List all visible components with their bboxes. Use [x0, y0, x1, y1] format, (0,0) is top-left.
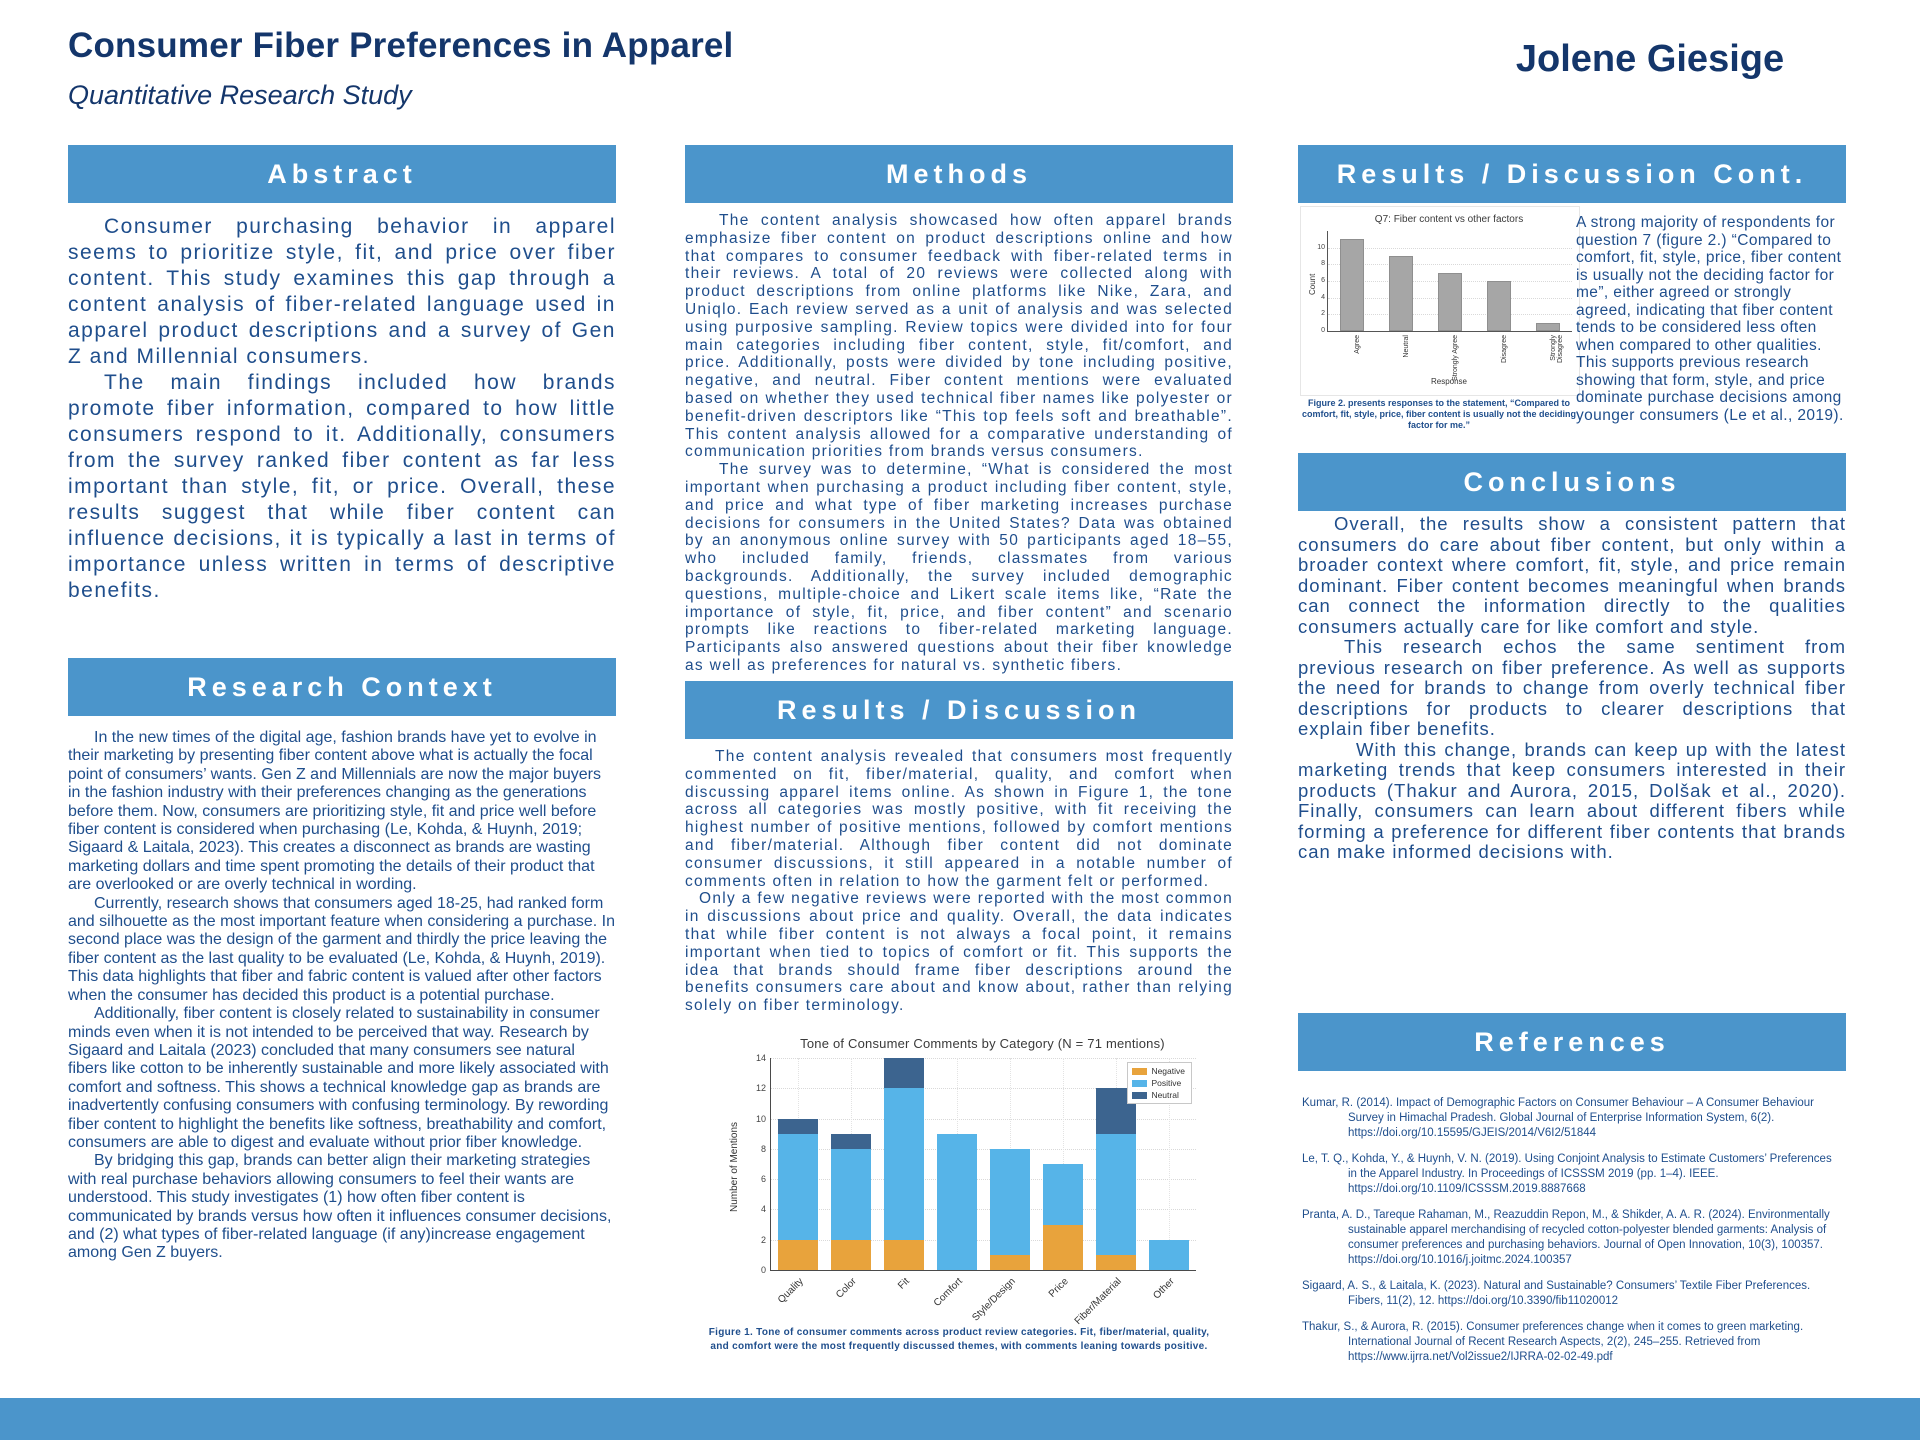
y-tick-label: 10 — [1317, 243, 1325, 251]
research-context-body — [68, 729, 616, 1263]
figure1-tone-chart — [685, 1034, 1233, 1364]
bar-segment-positive — [990, 1149, 1030, 1255]
section-header-references-label: References — [1474, 1026, 1670, 1057]
bar-disagree — [1487, 281, 1511, 331]
legend-item — [1132, 1066, 1185, 1076]
section-header-conclusions — [1298, 453, 1846, 511]
legend-item — [1132, 1078, 1185, 1088]
bar-segment-neutral — [884, 1058, 924, 1088]
stacked-bar-quality — [778, 1119, 818, 1270]
references-list — [1302, 1096, 1832, 1376]
methods-paragraph: The survey was to determine, “What is considered the most important when purchasing a product including fiber content, style, and price and what type of fiber marketing increases purchase decisions for consumers in the United States? Data was obtained by an anonymous online survey with 50 participants aged 18–55, who included family, friends, classmates from various backgrounds. Additionally, the survey included demographic questions, multiple-choice and Likert scale items like, “Rate the importance of style, fit, price, and fiber content” and scenario prompts like reactions to fiber-related marketing language. Participants also answered questions about their fiber knowledge as well as preferences for natural vs. synthetic fibers. — [685, 461, 1233, 674]
x-tick-label: Agree — [1354, 335, 1362, 354]
legend-label: Negative — [1151, 1066, 1185, 1076]
bar-segment-positive — [831, 1149, 871, 1240]
results-discussion-body — [685, 748, 1233, 1015]
bar-segment-positive — [1149, 1240, 1189, 1270]
bar-strongly-agree — [1438, 273, 1462, 331]
abstract-body — [68, 214, 616, 604]
conclusions-body — [1298, 514, 1846, 863]
abstract-paragraph: Consumer purchasing behavior in apparel seems to prioritize style, fit, and price over fiber content. This study examines this gap through a content analysis of fiber-related language used in apparel product descriptions and a survey of Gen Z and Millennial consumers. — [68, 215, 616, 368]
section-header-research-context-label: Research Context — [187, 671, 497, 702]
y-tick-label: 2 — [760, 1234, 766, 1245]
results-paragraph: Only a few negative reviews were reported with the most common in discussions about price and quality. Overall, the data indicates that while fiber content is not always a focal point, it remains important when tied to topics of comfort or fit. This supports the idea that brands should frame fiber descriptions around the benefits consumers care about and know about, rather than relying solely on fiber terminology. — [685, 890, 1233, 1015]
x-tick-label: Neutral — [1403, 335, 1411, 358]
bar-strongly-disagree — [1536, 323, 1560, 331]
bar-segment-positive — [884, 1088, 924, 1239]
reference-entry: Sigaard, A. S., & Laitala, K. (2023). Natural and Sustainable? Consumers’ Textile Fiber Preferences. Fibers, 11(2), 12. https://doi.org/10.3390/fib11020012 — [1302, 1280, 1811, 1307]
research-context-paragraph: Currently, research shows that consumers aged 18-25, had ranked form and silhouette as the most important feature when considering a purchase. In second place was the design of the garment and thirdly the price leaving the fiber content as the last quality to be evaluated (Le, Kohda, & Huynh, 2019). This data highlights that fiber and fabric content is valued after other factors when the consumer has decided this product is a potential purchase. — [68, 894, 615, 1004]
bar-neutral — [1389, 256, 1413, 331]
legend-label: Neutral — [1151, 1090, 1179, 1100]
x-tick-label: Price — [1047, 1276, 1071, 1300]
conclusions-paragraph: Overall, the results show a consistent pattern that consumers do care about fiber content, but only within a broader context where comfort, fit, style, and price remain dominant. Fiber content becomes meaningful when brands can connect the information directly to the qualities consumers actually care for like comfort and style. — [1298, 513, 1846, 637]
bar-segment-negative — [1096, 1255, 1136, 1270]
x-tick-label: Fiber/Material — [1073, 1276, 1125, 1328]
reference-entry: Le, T. Q., Kohda, Y., & Huynh, V. N. (2019). Using Conjoint Analysis to Estimate Customers’ Preferences in the Apparel Industry. In Proceedings of ICSSSM 2019 (pp. 1–4). IEEE. https://doi.org/10.1109/ICSSSM.2019.8887668 — [1302, 1153, 1832, 1195]
abstract-paragraph: The main findings included how brands promote fiber information, compared to how little consumers respond to it. Additionally, consumers from the survey ranked fiber content as far less important than style, fit, or price. Overall, these results suggest that while fiber content can influence decisions, it is typically a last in terms of importance unless written in terms of descriptive benefits. — [68, 371, 616, 602]
bar-segment-negative — [1043, 1225, 1083, 1270]
methods-body — [685, 212, 1233, 675]
y-tick-label: 4 — [1321, 293, 1325, 301]
figure2-x-axis-label: Response — [1430, 377, 1468, 386]
figure1-chart-title: Tone of Consumer Comments by Category (N = 71 mentions) — [800, 1036, 1165, 1051]
figure2-caption: Figure 2. presents responses to the statement, “Compared to comfort, fit, style, price, fiber content is usually not the deciding factor for me.” — [1301, 398, 1577, 430]
bar-segment-neutral — [831, 1134, 871, 1149]
stacked-bar-comfort — [937, 1134, 977, 1270]
figure2-q7-chart — [1300, 206, 1580, 396]
figure2-plot-area — [1317, 231, 1572, 334]
y-tick-label: 8 — [760, 1143, 766, 1154]
legend-swatch — [1132, 1080, 1147, 1087]
stacked-bar-style-design — [990, 1149, 1030, 1270]
section-header-results-discussion — [685, 681, 1233, 739]
y-tick-label: 12 — [755, 1083, 766, 1094]
stacked-bar-price — [1043, 1164, 1083, 1270]
x-tick-label: Disagree — [1500, 335, 1508, 364]
legend-swatch — [1132, 1068, 1147, 1075]
research-context-paragraph: Additionally, fiber content is closely related to sustainability in consumer minds even when it is not intended to be perceived that way. Research by Sigaard and Laitala (2023) concluded that many consumers see natural fibers like cotton to be inherently sustainable and more likely associated with comfort and softness. This shows a technical knowledge gap as brands are inadvertently confusing consumers with confusing terminology. By rewording fiber content to highlight the benefits like softness, breathability and comfort, consumers are able to digest and evaluate without prior fiber knowledge. — [68, 1005, 609, 1151]
legend-swatch — [1132, 1092, 1147, 1099]
section-header-abstract-label: Abstract — [267, 158, 417, 189]
reference-entry: Pranta, A. D., Tareque Rahaman, M., Reazuddin Repon, M., & Shikder, A. A. R. (2024). Environmentally sustainable apparel merchandising of recycled cotton-polyester blended garments: Analysis of consumer preferences and purchasing behaviors. Journal of Open Innovation, 10(3), 100357. https://doi.org/10.1016/j.joitmc.2024.100357 — [1302, 1209, 1830, 1266]
y-tick-label: 6 — [1321, 277, 1325, 284]
bar-segment-neutral — [778, 1119, 818, 1134]
figure2-y-axis-label: Count — [1308, 273, 1317, 295]
stacked-bar-fiber-material — [1096, 1088, 1136, 1270]
bar-segment-positive — [1043, 1164, 1083, 1225]
methods-paragraph: The content analysis showcased how often apparel brands emphasize fiber content on product descriptions online and how that compares to consumer feedback with fiber-related terms in their reviews. A total of 20 reviews were collected along with product descriptions from online platforms like Nike, Zara, and Uniqlo. Each review served as a unit of analysis and was selected using purposive sampling. Review topics were divided into for four main categories including fiber content, style, fit/comfort, and price. Additionally, posts were divided by tone including positive, negative, and neutral. Fiber content mentions were evaluated based on whether they used technical fiber names like polyester or benefit-driven descriptors like “This top feels soft and breathable”. This content analysis allowed for a comparative understanding of communication priorities from brands versus consumers. — [685, 212, 1233, 461]
section-header-methods-label: Methods — [886, 158, 1032, 189]
bar-segment-negative — [778, 1240, 818, 1270]
y-tick-label: 14 — [755, 1053, 766, 1063]
section-header-methods — [685, 145, 1233, 203]
figure1-legend — [1127, 1062, 1192, 1104]
stacked-bar-fit — [884, 1058, 924, 1270]
y-tick-label: 2 — [1321, 310, 1325, 318]
gridline — [1328, 248, 1572, 249]
reference-entry: Kumar, R. (2014). Impact of Demographic Factors on Consumer Behaviour – A Consumer Behaviour Survey in Himachal Pradesh. Global Journal of Enterprise Information System, 6(2). https://doi.org/10.15595/GJEIS/2014/V6I2/51844 — [1302, 1097, 1814, 1139]
section-header-results-cont-label: Results / Discussion Cont. — [1336, 158, 1808, 189]
poster-subtitle: Quantitative Research Study — [68, 80, 412, 110]
conclusions-paragraph: With this change, brands can keep up with the latest marketing trends that keep consumers interested in their products (Thakur and Aurora, 2015, Dolšak et al., 2020). Finally, consumers can learn about different fibers while forming a preference for different fiber contents that brands can make informed decisions with. — [1298, 738, 1846, 862]
bar-segment-positive — [1096, 1134, 1136, 1255]
x-tick-label: Color — [833, 1276, 859, 1301]
y-tick-label: 10 — [755, 1113, 766, 1124]
research-context-paragraph: In the new times of the digital age, fashion brands have yet to evolve in their marketing by presenting fiber content above what is actually the focal point of consumers’ wants. Gen Z and Millennials are now the major buyers in the fashion industry with their preferences changing as the generations before them. Now, consumers are prioritizing style, fit and price well before fiber content is considered when purchasing (Le, Kohda, & Huynh, 2019; Sigaard & Laitala, 2023). This creates a disconnect as brands are wasting marketing dollars and time spent promoting the details of their product that are overlooked or are overly technical in wording. — [68, 729, 601, 894]
gridline — [771, 1058, 1196, 1059]
x-tick-label: Strongly Agree — [1452, 335, 1459, 381]
bar-segment-negative — [831, 1240, 871, 1270]
section-header-conclusions-label: Conclusions — [1463, 466, 1681, 497]
section-header-abstract — [68, 145, 616, 203]
figure1-y-axis-label: Number of Mentions — [729, 1121, 740, 1212]
reference-entry: Thakur, S., & Aurora, R. (2015). Consumer preferences change when it comes to green marketing. International Journal of Recent Research Aspects, 2(2), 245–255. Retrieved from https://www.ijrra.net/Vol2issue2/IJRRA-02-02-49.pdf — [1302, 1321, 1804, 1363]
stacked-bar-color — [831, 1134, 871, 1270]
bar-segment-negative — [990, 1255, 1030, 1270]
x-tick-label: Comfort — [931, 1276, 965, 1309]
y-tick-label: 6 — [760, 1174, 766, 1185]
results-paragraph: The content analysis revealed that consumers most frequently commented on fit, fiber/material, quality, and comfort when discussing apparel items online. As shown in Figure 1, the tone across all categories was mostly positive, with fit receiving the highest number of positive mentions, followed by comfort mentions and fiber/material. Although fiber content did not dominate consumer discussions, it still appeared in a notable number of comments often in relation to how the garment felt or performed. — [685, 748, 1233, 890]
x-tick-label: Strongly Disagree — [1549, 335, 1564, 364]
legend-item — [1132, 1090, 1185, 1100]
x-tick-label: Style/Design — [970, 1276, 1018, 1324]
bar-segment-negative — [884, 1240, 924, 1270]
x-tick-label: Fit — [895, 1276, 912, 1292]
y-tick-label: 4 — [760, 1204, 766, 1215]
results-cont-body: A strong majority of respondents for question 7 (figure 2.) “Compared to comfort, fit, style, price, fiber content is usually not the deciding factor for me”, either agreed or strongly agreed, indicating that fiber content tends to be considered less often when compared to other qualities. This supports previous research showing that form, style, and price dominate purchase decisions among younger consumers (Le et al., 2019). — [1576, 214, 1844, 424]
x-tick-label: Other — [1151, 1276, 1178, 1302]
figure1-caption: Figure 1. Tone of consumer comments across product review categories. Fit, fiber/material, quality, and comfort were the most frequently discussed themes, with comments leaning towards positive. — [708, 1327, 1210, 1352]
y-tick-label: 0 — [1321, 327, 1325, 334]
legend-label: Positive — [1151, 1078, 1182, 1088]
bar-agree — [1340, 239, 1364, 331]
poster-title: Consumer Fiber Preferences in Apparel — [68, 26, 734, 65]
gridline — [1328, 264, 1572, 265]
poster-author: Jolene Giesige — [1515, 38, 1785, 80]
stacked-bar-other — [1149, 1240, 1189, 1270]
section-header-research-context — [68, 658, 616, 716]
section-header-references — [1298, 1013, 1846, 1071]
footer-band — [0, 1398, 1920, 1440]
section-header-results-discussion-label: Results / Discussion — [776, 694, 1142, 725]
x-tick-label: Quality — [775, 1276, 806, 1306]
conclusions-paragraph: This research echos the same sentiment from previous research on fiber preference. As well as supports the need for brands to change from overly technical fiber descriptions for products to clearer descriptions that explain fiber benefits. — [1298, 636, 1846, 739]
section-header-results-cont — [1298, 145, 1846, 203]
y-tick-label: 8 — [1321, 260, 1325, 268]
figure2-chart-title: Q7: Fiber content vs other factors — [1374, 214, 1524, 225]
figure1-plot-area — [755, 1053, 1196, 1328]
bar-segment-positive — [937, 1134, 977, 1270]
research-context-paragraph: By bridging this gap, brands can better align their marketing strategies with real purchase behaviors allowing consumers to feel their wants are understood. This study investigates (1) how often fiber content is communicated by brands versus how often it influences consumer decisions, and (2) what types of fiber-related language (if any)increase engagement among Gen Z buyers. — [68, 1152, 612, 1262]
bar-segment-positive — [778, 1134, 818, 1240]
y-tick-label: 0 — [760, 1265, 766, 1275]
